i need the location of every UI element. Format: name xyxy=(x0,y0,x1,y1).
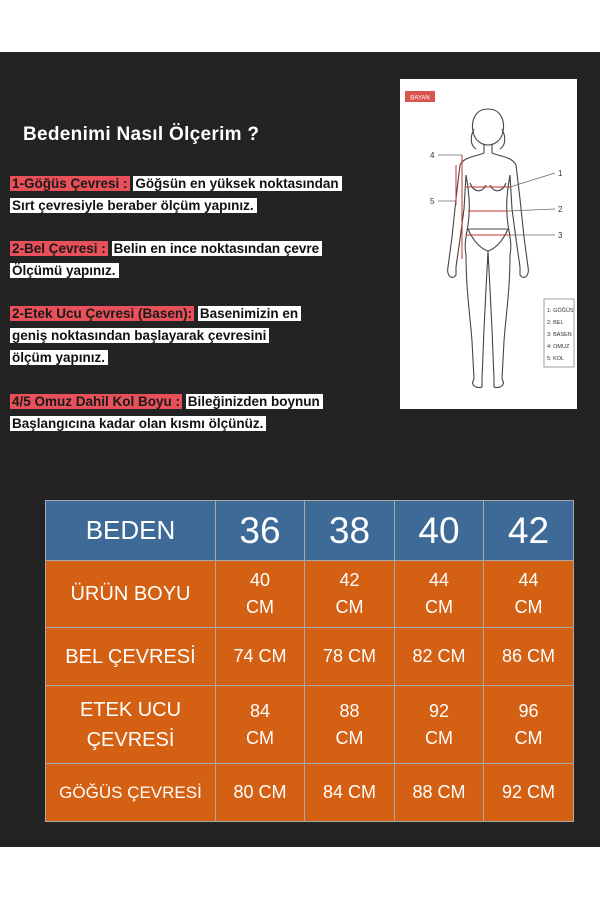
table-cell: 44 CM xyxy=(395,561,484,628)
table-cell: 84 CM xyxy=(216,686,305,764)
guide-item-waist-cont xyxy=(10,261,119,281)
size-table-header xyxy=(46,501,574,561)
guide-item-text: Sırt çevresiyle beraber ölçüm yapınız. xyxy=(10,198,257,213)
guide-item-hip xyxy=(10,304,301,324)
table-cell: 84 CM xyxy=(305,764,395,822)
table-cell: 78 CM xyxy=(305,628,395,686)
guide-item-text: ölçüm yapınız. xyxy=(10,350,108,365)
guide-item-label: 2-Bel Çevresi : xyxy=(12,241,106,256)
table-cell: 42 CM xyxy=(305,561,395,628)
measurement-figure xyxy=(400,79,577,409)
guide-item-text: Belin en ince noktasından çevre xyxy=(112,241,323,256)
marker-3: 3 xyxy=(558,231,563,240)
guide-item-waist xyxy=(10,239,322,259)
table-cell: 92 CM xyxy=(484,764,574,822)
size-42: 42 xyxy=(484,501,574,561)
row-label: ÜRÜN BOYU xyxy=(46,561,216,628)
table-row-waist xyxy=(46,628,574,686)
guide-title: Bedenimi Nasıl Ölçerim ? xyxy=(23,124,260,145)
table-cell: 82 CM xyxy=(395,628,484,686)
table-cell: 92 CM xyxy=(395,686,484,764)
legend-item: 3: BASEN xyxy=(547,332,572,338)
guide-item-label: 2-Etek Ucu Çevresi (Basen): xyxy=(12,306,193,321)
legend-item: 4: OMUZ xyxy=(547,344,570,350)
guide-item-hip-cont xyxy=(10,326,269,346)
legend-item: 1: GÖĞÜS xyxy=(547,308,574,314)
guide-item-text: geniş noktasından başlayarak çevresini xyxy=(10,328,269,343)
table-cell: 88 CM xyxy=(395,764,484,822)
table-cell: 80 CM xyxy=(216,764,305,822)
guide-item-text: Başlangıcına kadar olan kısmı ölçünüz. xyxy=(10,416,266,431)
table-cell: 96 CM xyxy=(484,686,574,764)
marker-2: 2 xyxy=(558,205,563,214)
guide-item-sleeve-cont xyxy=(10,414,266,434)
guide-item-chest xyxy=(10,174,342,194)
size-table xyxy=(45,500,574,822)
guide-item-hip-cont xyxy=(10,348,108,368)
marker-1: 1 xyxy=(558,169,563,178)
badge-text: BAYAN xyxy=(410,95,430,102)
table-row-hem xyxy=(46,686,574,764)
guide-item-text: Ölçümü yapınız. xyxy=(10,263,119,278)
body-diagram xyxy=(400,79,577,409)
table-row-product-length xyxy=(46,561,574,628)
guide-item-text: Bileğinizden boynun xyxy=(186,394,323,409)
guide-item-chest-cont xyxy=(10,196,257,216)
table-row-chest xyxy=(46,764,574,822)
legend-item: 2: BEL xyxy=(547,320,564,326)
table-cell: 40 CM xyxy=(216,561,305,628)
marker-numbers xyxy=(430,151,563,240)
body-outline xyxy=(448,109,529,388)
row-label: BEL ÇEVRESİ xyxy=(46,628,216,686)
row-label: ETEK UCU ÇEVRESİ xyxy=(46,686,216,764)
table-cell: 86 CM xyxy=(484,628,574,686)
size-40: 40 xyxy=(395,501,484,561)
table-cell: 88 CM xyxy=(305,686,395,764)
size-38: 38 xyxy=(305,501,395,561)
table-cell: 44 CM xyxy=(484,561,574,628)
guide-item-text: Basenimizin en xyxy=(198,306,301,321)
marker-4: 4 xyxy=(430,151,435,160)
legend-item: 5: KOL xyxy=(547,356,565,362)
guide-item-label: 4/5 Omuz Dahil Kol Boyu : xyxy=(12,394,181,409)
guide-item-label: 1-Göğüs Çevresi : xyxy=(12,176,128,191)
row-label: GÖĞÜS ÇEVRESİ xyxy=(46,764,216,822)
size-36: 36 xyxy=(216,501,305,561)
guide-item-sleeve xyxy=(10,392,323,412)
table-cell: 74 CM xyxy=(216,628,305,686)
marker-5: 5 xyxy=(430,197,435,206)
guide-item-text: Göğsün en yüksek noktasından xyxy=(133,176,341,191)
size-header-label: BEDEN xyxy=(46,501,216,561)
